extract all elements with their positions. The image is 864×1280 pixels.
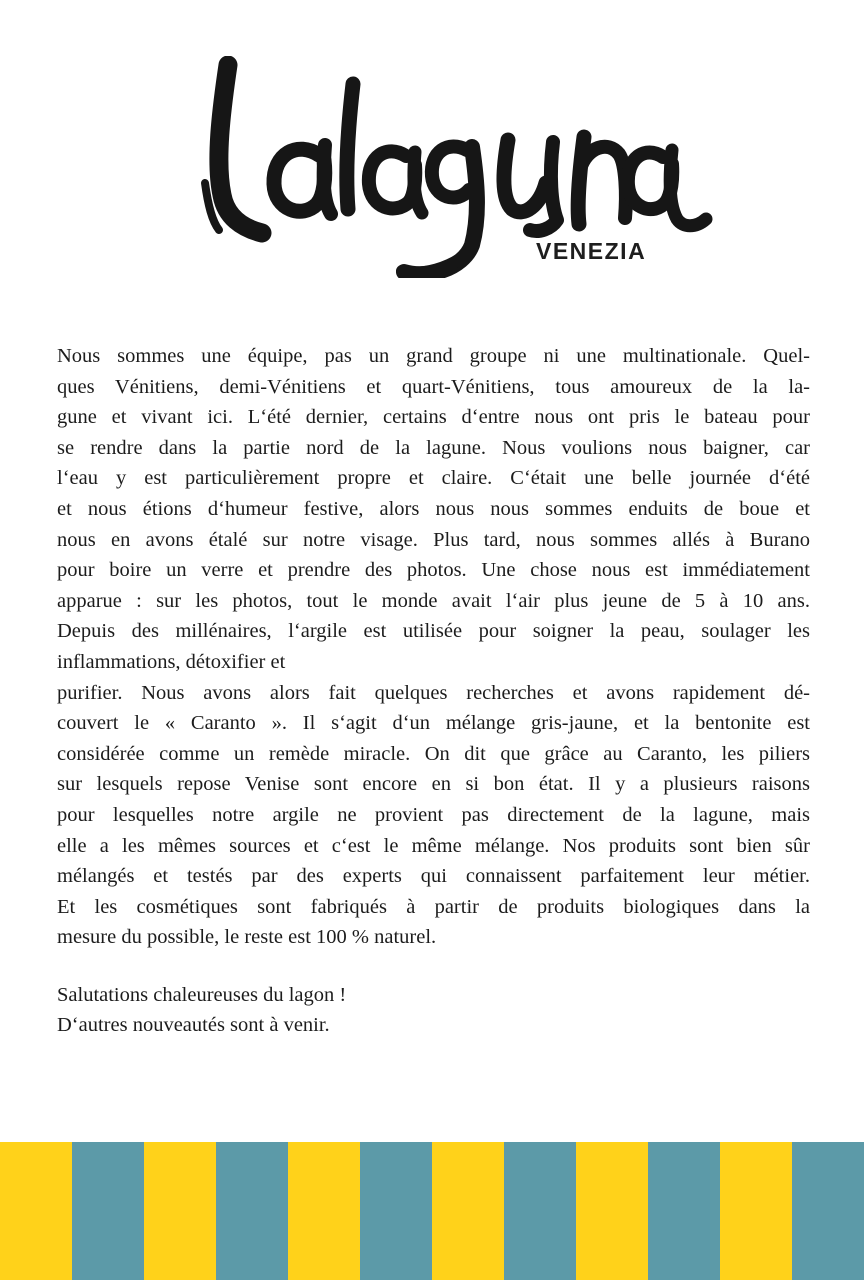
- stripe-yellow: [432, 1142, 504, 1280]
- closing-block: [57, 980, 810, 1041]
- stripe-teal: [216, 1142, 288, 1280]
- body-line: considérée comme un remède miracle. On dit que grâce au Caranto, les piliers: [57, 742, 810, 765]
- body-line: couvert le « Caranto ». Il s‘agit d‘un mélange gris-jaune, et la bentonite est: [57, 712, 810, 735]
- body-line: pour lesquelles notre argile ne provient pas directement de la lagune, mais: [57, 803, 810, 826]
- paragraph: [57, 678, 810, 953]
- closing-line: D‘autres nouveautés sont à venir.: [57, 1014, 330, 1037]
- stripe-yellow: [576, 1142, 648, 1280]
- body-line: Et les cosmétiques sont fabriqués à partir de produits biologiques dans la: [57, 895, 810, 918]
- stripe-yellow: [144, 1142, 216, 1280]
- body-line: Depuis des millénaires, l‘argile est utilisée pour soigner la peau, soulager les: [57, 620, 810, 643]
- body-line: mélangés et testés par des experts qui connaissent parfaitement leur métier.: [57, 865, 810, 888]
- body-line: Nous sommes une équipe, pas un grand groupe ni une multinationale. Quel-: [57, 345, 810, 367]
- body-line: gune et vivant ici. L‘été dernier, certains d‘entre nous ont pris le bateau pour: [57, 406, 810, 429]
- stripe-yellow: [0, 1142, 72, 1280]
- stripe-teal: [72, 1142, 144, 1280]
- paragraph: [57, 341, 810, 678]
- body-line: se rendre dans la partie nord de la lagune. Nous voulions nous baigner, car: [57, 436, 810, 459]
- body-line: et nous étions d‘humeur festive, alors nous nous sommes enduits de boue et: [57, 497, 810, 520]
- body-line: sur lesquels repose Venise sont encore en si bon état. Il y a plusieurs raisons: [57, 773, 810, 796]
- body-line: elle a les mêmes sources et c‘est le même mélange. Nos produits sont bien sûr: [57, 834, 810, 857]
- stripe-yellow: [720, 1142, 792, 1280]
- stripe-teal: [648, 1142, 720, 1280]
- body-line: apparue : sur les photos, tout le monde avait l‘air plus jeune de 5 à 10 ans.: [57, 589, 810, 612]
- stripe-yellow: [288, 1142, 360, 1280]
- body-line: inflammations, détoxifier et: [57, 650, 286, 673]
- stripe-teal: [360, 1142, 432, 1280]
- body-line: purifier. Nous avons alors fait quelques recherches et avons rapidement dé-: [57, 681, 810, 704]
- body-line: pour boire un verre et prendre des photos. Une chose nous est immédiatement: [57, 559, 810, 582]
- stripe-teal: [792, 1142, 864, 1280]
- brand-subtitle: VENEZIA: [536, 238, 647, 264]
- body-text: [57, 341, 810, 1041]
- closing-line: Salutations chaleureuses du lagon !: [57, 983, 347, 1006]
- body-line: nous en avons étalé sur notre visage. Plus tard, nous sommes allés à Burano: [57, 528, 810, 551]
- stripe-teal: [504, 1142, 576, 1280]
- footer-stripes: [0, 1142, 864, 1280]
- body-line: l‘eau y est particulièrement propre et claire. C‘était une belle journée d‘été: [57, 467, 810, 490]
- body-line: ques Vénitiens, demi-Vénitiens et quart-Vénitiens, tous amoureux de la la-: [57, 375, 810, 398]
- paragraphs: [57, 341, 810, 953]
- body-line: mesure du possible, le reste est 100 % naturel.: [57, 926, 437, 949]
